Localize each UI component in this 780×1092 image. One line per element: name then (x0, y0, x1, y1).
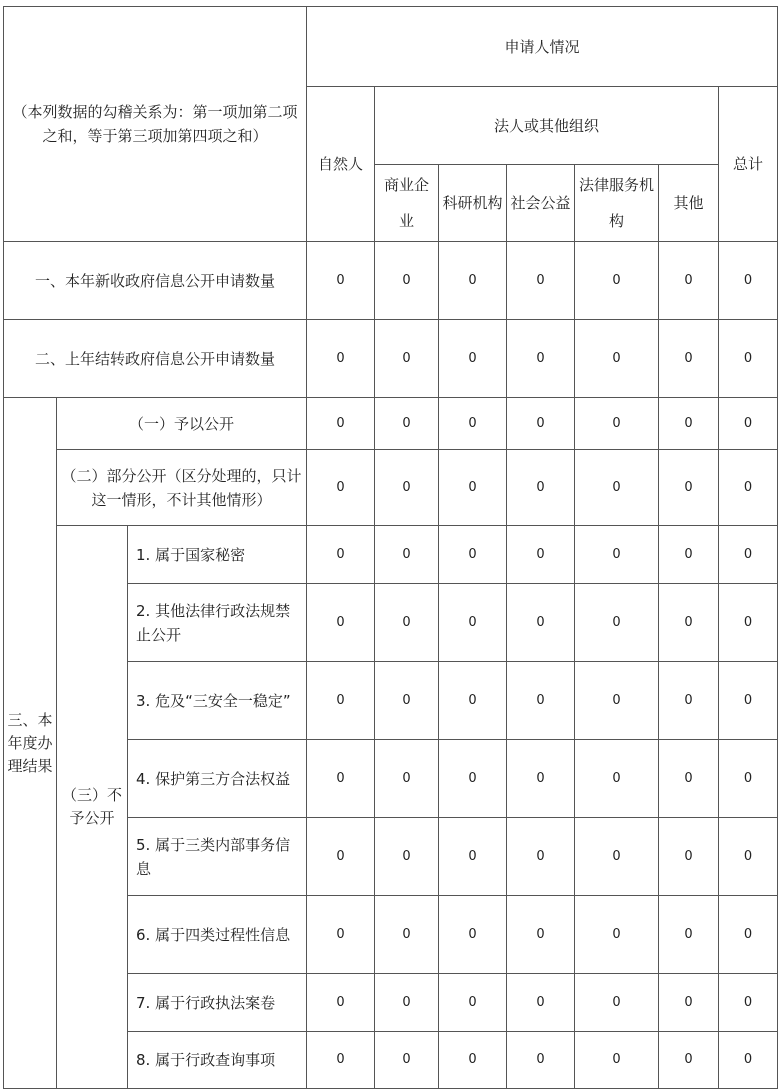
value-cell: 0 (719, 662, 778, 740)
value-cell: 0 (375, 320, 439, 398)
value-cell: 0 (507, 1032, 575, 1089)
row-label: 8. 属于行政查询事项 (128, 1032, 307, 1089)
value-cell: 0 (307, 662, 375, 740)
value-cell: 0 (659, 662, 719, 740)
value-cell: 0 (439, 1032, 507, 1089)
value-cell: 0 (375, 526, 439, 584)
row-label: 二、上年结转政府信息公开申请数量 (4, 320, 307, 398)
value-cell: 0 (719, 740, 778, 818)
value-cell: 0 (719, 896, 778, 974)
value-cell: 0 (575, 584, 659, 662)
value-cell: 0 (439, 740, 507, 818)
value-cell: 0 (659, 242, 719, 320)
value-cell: 0 (719, 584, 778, 662)
value-cell: 0 (507, 320, 575, 398)
column-header-legal-service: 法律服务机构 (575, 165, 659, 242)
value-cell: 0 (375, 398, 439, 450)
row-label: （一）予以公开 (57, 398, 307, 450)
row-label: 5. 属于三类内部事务信息 (128, 818, 307, 896)
value-cell: 0 (307, 974, 375, 1032)
value-cell: 0 (375, 1032, 439, 1089)
natural-person-header: 自然人 (307, 87, 375, 242)
relationship-note: （本列数据的勾稽关系为：第一项加第二项之和，等于第三项加第四项之和） (4, 7, 307, 242)
value-cell: 0 (719, 450, 778, 526)
value-cell: 0 (575, 1032, 659, 1089)
row-label: 2. 其他法律行政法规禁止公开 (128, 584, 307, 662)
section-three-label: 三、本年度办理结果 (4, 398, 57, 1089)
value-cell: 0 (507, 896, 575, 974)
value-cell: 0 (575, 974, 659, 1032)
value-cell: 0 (507, 818, 575, 896)
value-cell: 0 (719, 818, 778, 896)
value-cell: 0 (307, 818, 375, 896)
value-cell: 0 (439, 896, 507, 974)
value-cell: 0 (719, 526, 778, 584)
disclosure-statistics-table (3, 6, 778, 1089)
value-cell: 0 (575, 818, 659, 896)
value-cell: 0 (507, 740, 575, 818)
not-disclose-label: （三）不予公开 (57, 526, 128, 1089)
value-cell: 0 (659, 526, 719, 584)
table-row (4, 398, 778, 450)
value-cell: 0 (507, 584, 575, 662)
value-cell: 0 (719, 974, 778, 1032)
value-cell: 0 (439, 974, 507, 1032)
value-cell: 0 (375, 584, 439, 662)
row-label: 6. 属于四类过程性信息 (128, 896, 307, 974)
value-cell: 0 (507, 974, 575, 1032)
value-cell: 0 (439, 584, 507, 662)
value-cell: 0 (307, 526, 375, 584)
value-cell: 0 (575, 526, 659, 584)
value-cell: 0 (307, 896, 375, 974)
value-cell: 0 (375, 740, 439, 818)
value-cell: 0 (575, 450, 659, 526)
row-label: 3. 危及“三安全一稳定” (128, 662, 307, 740)
value-cell: 0 (307, 584, 375, 662)
value-cell: 0 (659, 398, 719, 450)
value-cell: 0 (307, 242, 375, 320)
value-cell: 0 (507, 398, 575, 450)
value-cell: 0 (659, 584, 719, 662)
value-cell: 0 (659, 818, 719, 896)
column-header-public-welfare: 社会公益 (507, 165, 575, 242)
value-cell: 0 (375, 242, 439, 320)
value-cell: 0 (439, 398, 507, 450)
value-cell: 0 (439, 320, 507, 398)
value-cell: 0 (719, 398, 778, 450)
value-cell: 0 (507, 662, 575, 740)
value-cell: 0 (575, 398, 659, 450)
value-cell: 0 (307, 450, 375, 526)
value-cell: 0 (307, 398, 375, 450)
column-header-research: 科研机构 (439, 165, 507, 242)
value-cell: 0 (439, 242, 507, 320)
value-cell: 0 (659, 740, 719, 818)
value-cell: 0 (375, 974, 439, 1032)
value-cell: 0 (375, 662, 439, 740)
value-cell: 0 (507, 526, 575, 584)
row-label: 一、本年新收政府信息公开申请数量 (4, 242, 307, 320)
value-cell: 0 (375, 896, 439, 974)
table-row (4, 526, 778, 584)
value-cell: 0 (719, 242, 778, 320)
value-cell: 0 (307, 740, 375, 818)
row-label: 7. 属于行政执法案卷 (128, 974, 307, 1032)
column-header-other: 其他 (659, 165, 719, 242)
value-cell: 0 (439, 818, 507, 896)
value-cell: 0 (575, 242, 659, 320)
table-row (4, 320, 778, 398)
value-cell: 0 (659, 450, 719, 526)
legal-and-other-orgs-header: 法人或其他组织 (375, 87, 719, 165)
value-cell: 0 (719, 1032, 778, 1089)
value-cell: 0 (375, 818, 439, 896)
value-cell: 0 (659, 896, 719, 974)
value-cell: 0 (439, 450, 507, 526)
value-cell: 0 (575, 320, 659, 398)
table-row (4, 450, 778, 526)
row-label: （二）部分公开（区分处理的，只计这一情形，不计其他情形） (57, 450, 307, 526)
value-cell: 0 (307, 320, 375, 398)
value-cell: 0 (719, 320, 778, 398)
value-cell: 0 (659, 974, 719, 1032)
value-cell: 0 (659, 320, 719, 398)
row-label: 4. 保护第三方合法权益 (128, 740, 307, 818)
value-cell: 0 (575, 896, 659, 974)
value-cell: 0 (659, 1032, 719, 1089)
value-cell: 0 (375, 450, 439, 526)
table-row (4, 242, 778, 320)
applicant-situation-header: 申请人情况 (307, 7, 778, 87)
value-cell: 0 (507, 242, 575, 320)
value-cell: 0 (439, 526, 507, 584)
value-cell: 0 (507, 450, 575, 526)
value-cell: 0 (439, 662, 507, 740)
value-cell: 0 (575, 740, 659, 818)
total-header: 总计 (719, 87, 778, 242)
value-cell: 0 (307, 1032, 375, 1089)
column-header-business: 商业企业 (375, 165, 439, 242)
row-label: 1. 属于国家秘密 (128, 526, 307, 584)
value-cell: 0 (575, 662, 659, 740)
